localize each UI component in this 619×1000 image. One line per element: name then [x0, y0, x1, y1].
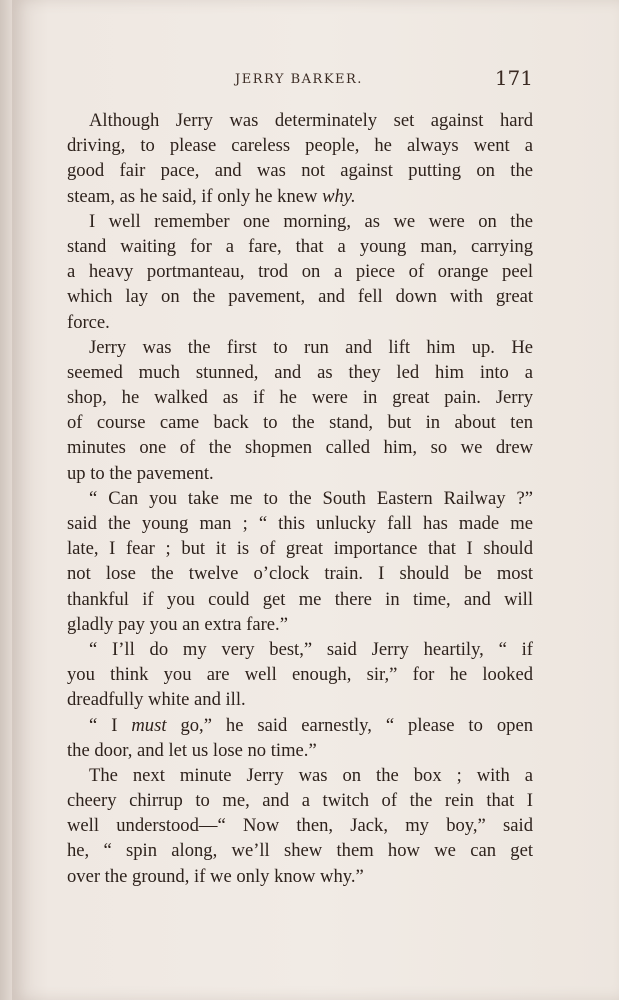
text-line: late, I fear ; but it is of great importance that I should — [67, 538, 533, 560]
text-line: well understood—“ Now then, Jack, my boy,” said — [67, 815, 533, 837]
text-line: “ I must go,” he said earnestly, “ please to open — [89, 714, 533, 736]
text-line: seemed much stunned, and as they led him into a — [67, 361, 533, 383]
text-line: force. — [67, 311, 110, 333]
body-text — [67, 108, 533, 889]
text-line: driving, to please careless people, he always went a — [67, 135, 533, 157]
text-line: Jerry was the first to run and lift him up. He — [89, 336, 533, 358]
text-line: which lay on the pavement, and fell down with great — [67, 286, 533, 308]
text-line: he, “ spin along, we’ll shew them how we can get — [67, 840, 533, 862]
text-line: “ I’ll do my very best,” said Jerry heartily, “ if — [89, 638, 533, 660]
text-line: you think you are well enough, sir,” for he looked — [67, 664, 533, 686]
text-line: steam, as he said, if only he knew why. — [67, 185, 356, 207]
text-line: shop, he walked as if he were in great pain. Jerry — [67, 387, 533, 409]
text-line: not lose the twelve o’clock train. I should be most — [67, 563, 533, 585]
text-line: a heavy portmanteau, trod on a piece of orange peel — [67, 261, 533, 283]
text-line: good fair pace, and was not against putting on the — [67, 160, 533, 182]
italic-word: why. — [322, 185, 356, 207]
text-line: Although Jerry was determinately set against hard — [89, 110, 533, 131]
text-line: cheery chirrup to me, and a twitch of the rein that I — [67, 790, 533, 812]
text-line: of course came back to the stand, but in about ten — [67, 412, 533, 434]
text-line: said the young man ; “ this unlucky fall has made me — [67, 513, 533, 534]
book-spine-edge — [0, 0, 12, 1000]
text-line: dreadfully white and ill. — [67, 689, 246, 711]
text-line: up to the pavement. — [67, 462, 214, 484]
page-header — [67, 66, 533, 94]
text-line: the door, and let us lose no time.” — [67, 739, 317, 761]
text-line: The next minute Jerry was on the box ; with a — [89, 764, 533, 786]
italic-word: must — [131, 714, 167, 736]
text-line: stand waiting for a fare, that a young man, carrying — [67, 235, 533, 257]
text-line: minutes one of the shopmen called him, so we drew — [67, 437, 533, 459]
text-line: “ Can you take me to the South Eastern Railway ?” — [89, 487, 533, 509]
text-line: gladly pay you an extra fare.” — [67, 613, 288, 635]
running-head: JERRY BARKER. — [235, 72, 363, 87]
page-number: 171 — [494, 66, 533, 90]
text-line: I well remember one morning, as we were on the — [89, 210, 533, 232]
text-line: thankful if you could get me there in time, and will — [67, 588, 533, 610]
text-line: over the ground, if we only know why.” — [67, 865, 364, 887]
